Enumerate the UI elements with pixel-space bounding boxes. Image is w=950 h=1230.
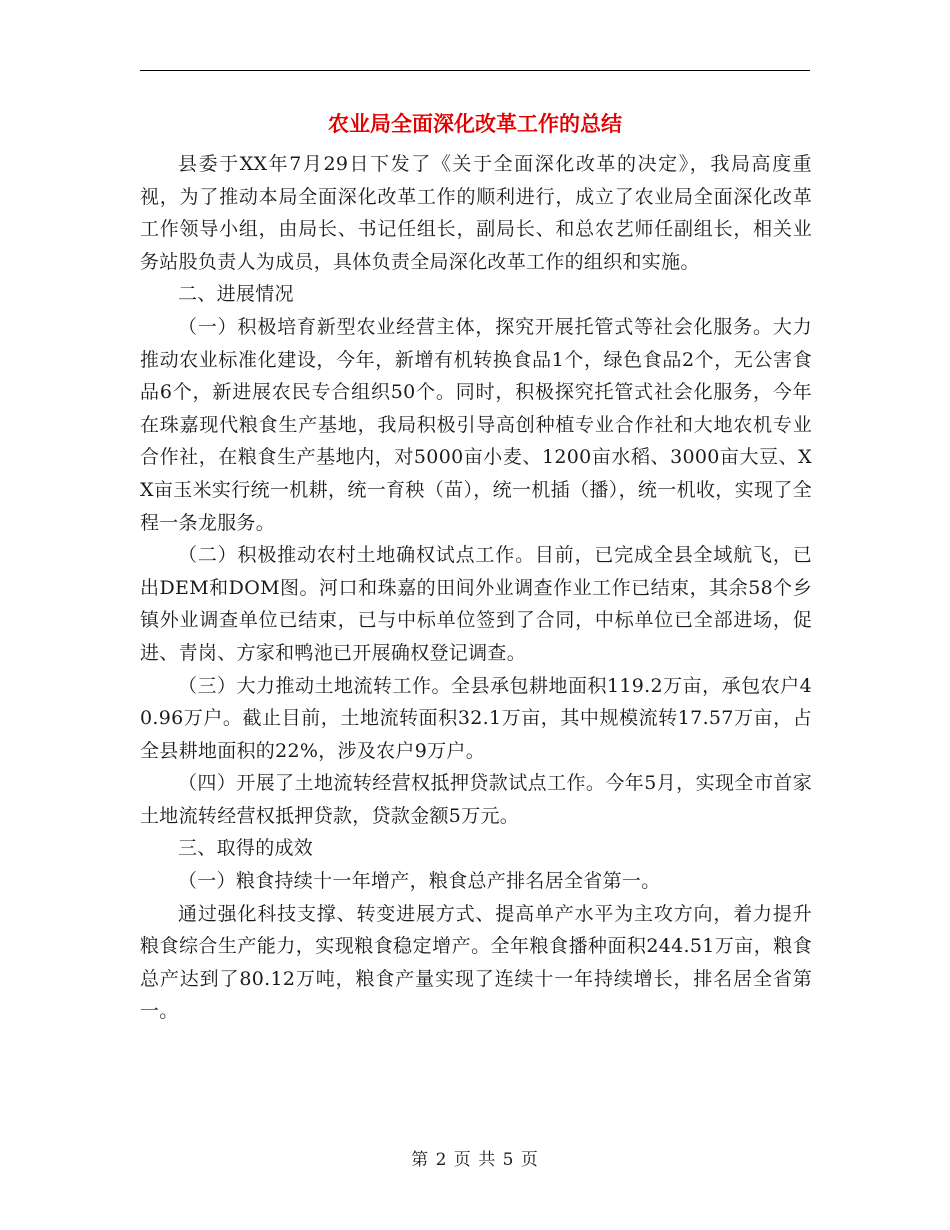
- progress-paragraph-1: （一）积极培育新型农业经营主体，探究开展托管式等社会化服务。大力推动农业标准化建设，今年，新增有机转换食品1个，绿色食品2个，无公害食品6个，新进展农民专合组织50个。同时，积极探究托管式社会化服务，今年在珠嘉现代粮食生产基地，我局积极引导高创种植专业合作社和大地农机专业合作社，在粮食生产基地内，对5000亩小麦、1200亩水稻、3000亩大豆、XX亩玉米实行统一机耕，统一育秧（苗），统一机插（播），统一机收，实现了全程一条龙服务。: [140, 315, 812, 534]
- intro-paragraph: 县委于XX年7月29日下发了《关于全面深化改革的决定》，我局高度重视，为了推动本局全面深化改革工作的顺利进行，成立了农业局全面深化改革工作领导小组，由局长、书记任组长，副局长、和总农艺师任副组长，相关业务站股负责人为成员，具体负责全局深化改革工作的组织和实施。: [140, 153, 812, 273]
- section-heading-results: 三、取得的成效: [178, 837, 314, 860]
- header-rule: [140, 70, 810, 71]
- section-heading-progress: 二、进展情况: [178, 283, 294, 306]
- progress-paragraph-3: （三）大力推动土地流转工作。全县承包耕地面积119.2万亩，承包农户40.96万户。截止目前，土地流转面积32.1万亩，其中规模流转17.57万亩，占全县耕地面积的22%，涉及农户9万户。: [140, 674, 812, 762]
- document-title: 农业局全面深化改革工作的总结: [328, 112, 622, 136]
- results-subheading-1: （一）粮食持续十一年增产，粮食总产排名居全省第一。: [178, 870, 661, 893]
- progress-paragraph-4: （四）开展了土地流转经营权抵押贷款试点工作。今年5月，实现全市首家土地流转经营权抵押贷款，贷款金额5万元。: [140, 772, 812, 827]
- document-body: [140, 148, 812, 1028]
- results-paragraph-1: 通过强化科技支撑、转变进展方式、提高单产水平为主攻方向，着力提升粮食综合生产能力，实现粮食稳定增产。全年粮食播种面积244.51万亩，粮食总产达到了80.12万吨，粮食产量实现了连续十一年持续增长，排名居全省第一。: [140, 902, 812, 1023]
- page-number-footer: 第 2 页 共 5 页: [411, 1150, 539, 1170]
- progress-paragraph-2: （二）积极推动农村土地确权试点工作。目前，已完成全县全域航飞，已出DEM和DOM图。河口和珠嘉的田间外业调查作业工作已结束，其余58个乡镇外业调查单位已结束，已与中标单位签到了合同，中标单位已全部进场，促进、青岗、方家和鸭池已开展确权登记调查。: [140, 544, 812, 664]
